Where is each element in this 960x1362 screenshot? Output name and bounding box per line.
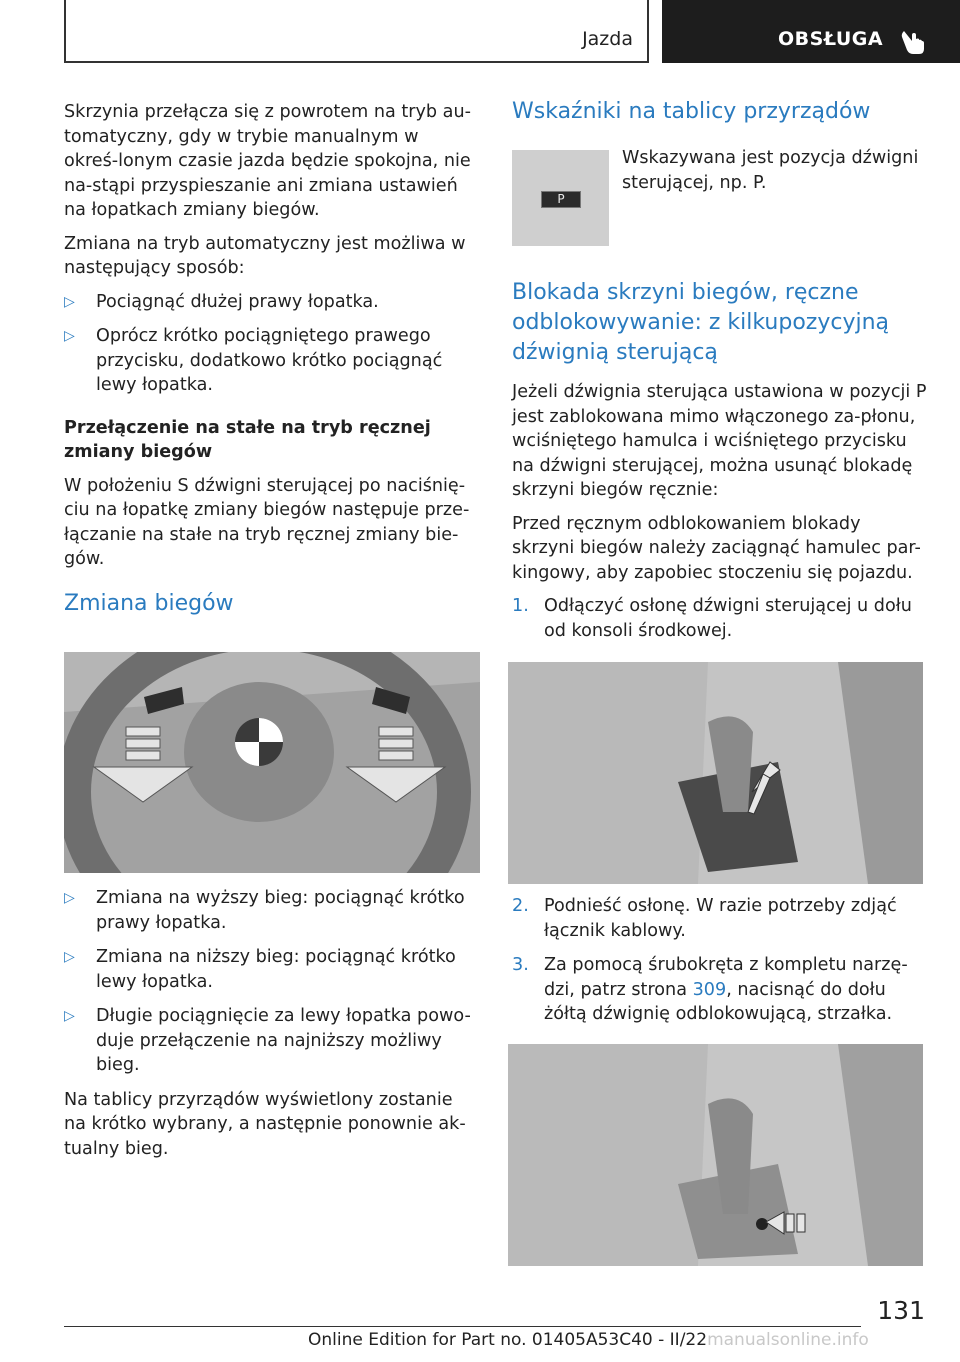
subheading: Przełączenie na stałe na tryb ręcznej zmiany biegów [64,417,431,462]
chapter-tab [662,0,960,63]
list-item: 3. Za pomocą śrubokręta z kompletu narzę-dzi, patrz strona 309, nacisnąć do dołu żółtą dźwignię odblokowującą, strzałka. [512,955,908,1024]
triangle-bullet-icon: ▷ [64,1008,75,1024]
right-column [512,278,927,653]
section-heading: Wskaźniki na tablicy przyrządów [512,99,871,124]
paragraph: W położeniu S dźwigni sterującej po naciśnię-ciu na łopatkę zmiany biegów następuje prze-łączanie na stałe na tryb ręcznej zmiany bie-gów. [64,475,470,569]
triangle-bullet-icon: ▷ [64,293,75,310]
list-item: ▷ Długie pociągnięcie za lewy łopatka powo-duje przełączenie na najniższy możliwy bieg. [64,1006,471,1075]
indicator-description: Wskazywana jest pozycja dźwigni sterującej, np. P. [622,148,919,193]
paragraph: Skrzynia przełącza się z powrotem na tryb au-tomatyczny, gdy w trybie manualnym w okreś-lonym czasie jazda będzie spokojna, nie na-stąpi przyspieszanie ani zmiana ustawień na łopatkach zmiany biegów. [64,102,471,220]
watermark: manualsonline.info [707,1330,869,1350]
page-link[interactable]: 309 [692,979,727,1000]
gear-indicator-image [512,150,609,246]
left-column-lower [64,886,476,1170]
triangle-bullet-icon: ▷ [64,890,75,906]
triangle-bullet-icon: ▷ [64,949,75,965]
right-column-steps [512,894,927,1037]
footer-edition: Online Edition for Part no. 01405A53C40 - II/22manualsonline.info [308,1330,869,1350]
chapter-tab-label: OBSŁUGA [778,28,884,50]
triangle-bullet-icon: ▷ [64,328,75,344]
list-item: ▷ Zmiana na wyższy bieg: pociągnąć krótko prawy łopatka. [64,888,465,933]
steering-wheel-image [64,652,480,873]
page-number: 131 [877,1296,925,1325]
list-item: ▷ Pociągnąć dłużej prawy łopatka. [64,290,476,315]
list-item: ▷ Zmiana na niższy bieg: pociągnąć krótko lewy łopatka. [64,947,456,992]
paragraph: Zmiana na tryb automatyczny jest możliwa w następujący sposób: [64,233,466,278]
section-tab-label: Jazda [582,28,633,50]
left-column [64,100,476,616]
gear-p-indicator: P [541,191,581,208]
list-item: ▷ Oprócz krótko pociągniętego prawego przycisku, dodatkowo krótko pociągnąć lewy łopatka. [64,326,443,395]
section-heading: Blokada skrzyni biegów, ręczne odblokowywanie: z kilkupozycyjną dźwignią sterującą [512,280,890,365]
paragraph: Przed ręcznym odblokowaniem blokady skrzyni biegów należy zaciągnąć hamulec par-kingowy, aby zapobiec stoczeniu się pojazdu. [512,513,921,583]
right-column-top [512,100,927,125]
gear-lever-image-step3 [508,1044,923,1266]
paragraph: Na tablicy przyrządów wyświetlony zostanie na krótko wybrany, a następnie ponownie ak-tualny bieg. [64,1089,466,1159]
hand-pointer-icon [898,27,928,55]
paragraph: Jeżeli dźwignia sterująca ustawiona w pozycji P jest zablokowana mimo włączonego za-płonu, wciśniętego hamulca i wciśniętego przycisku na dźwigni sterującej, można usunąć blokadę skrzyni biegów ręcznie: [512,382,927,500]
list-item: 1. Odłączyć osłonę dźwigni sterującej u dołu od konsoli środkowej. [512,596,912,641]
gear-lever-image-step1 [508,662,923,884]
list-item: 2. Podnieść osłonę. W razie potrzeby zdjąć łącznik kablowy. [512,896,897,941]
section-heading: Zmiana biegów [64,590,234,616]
footer-divider [64,1326,861,1327]
section-tab [64,0,649,63]
